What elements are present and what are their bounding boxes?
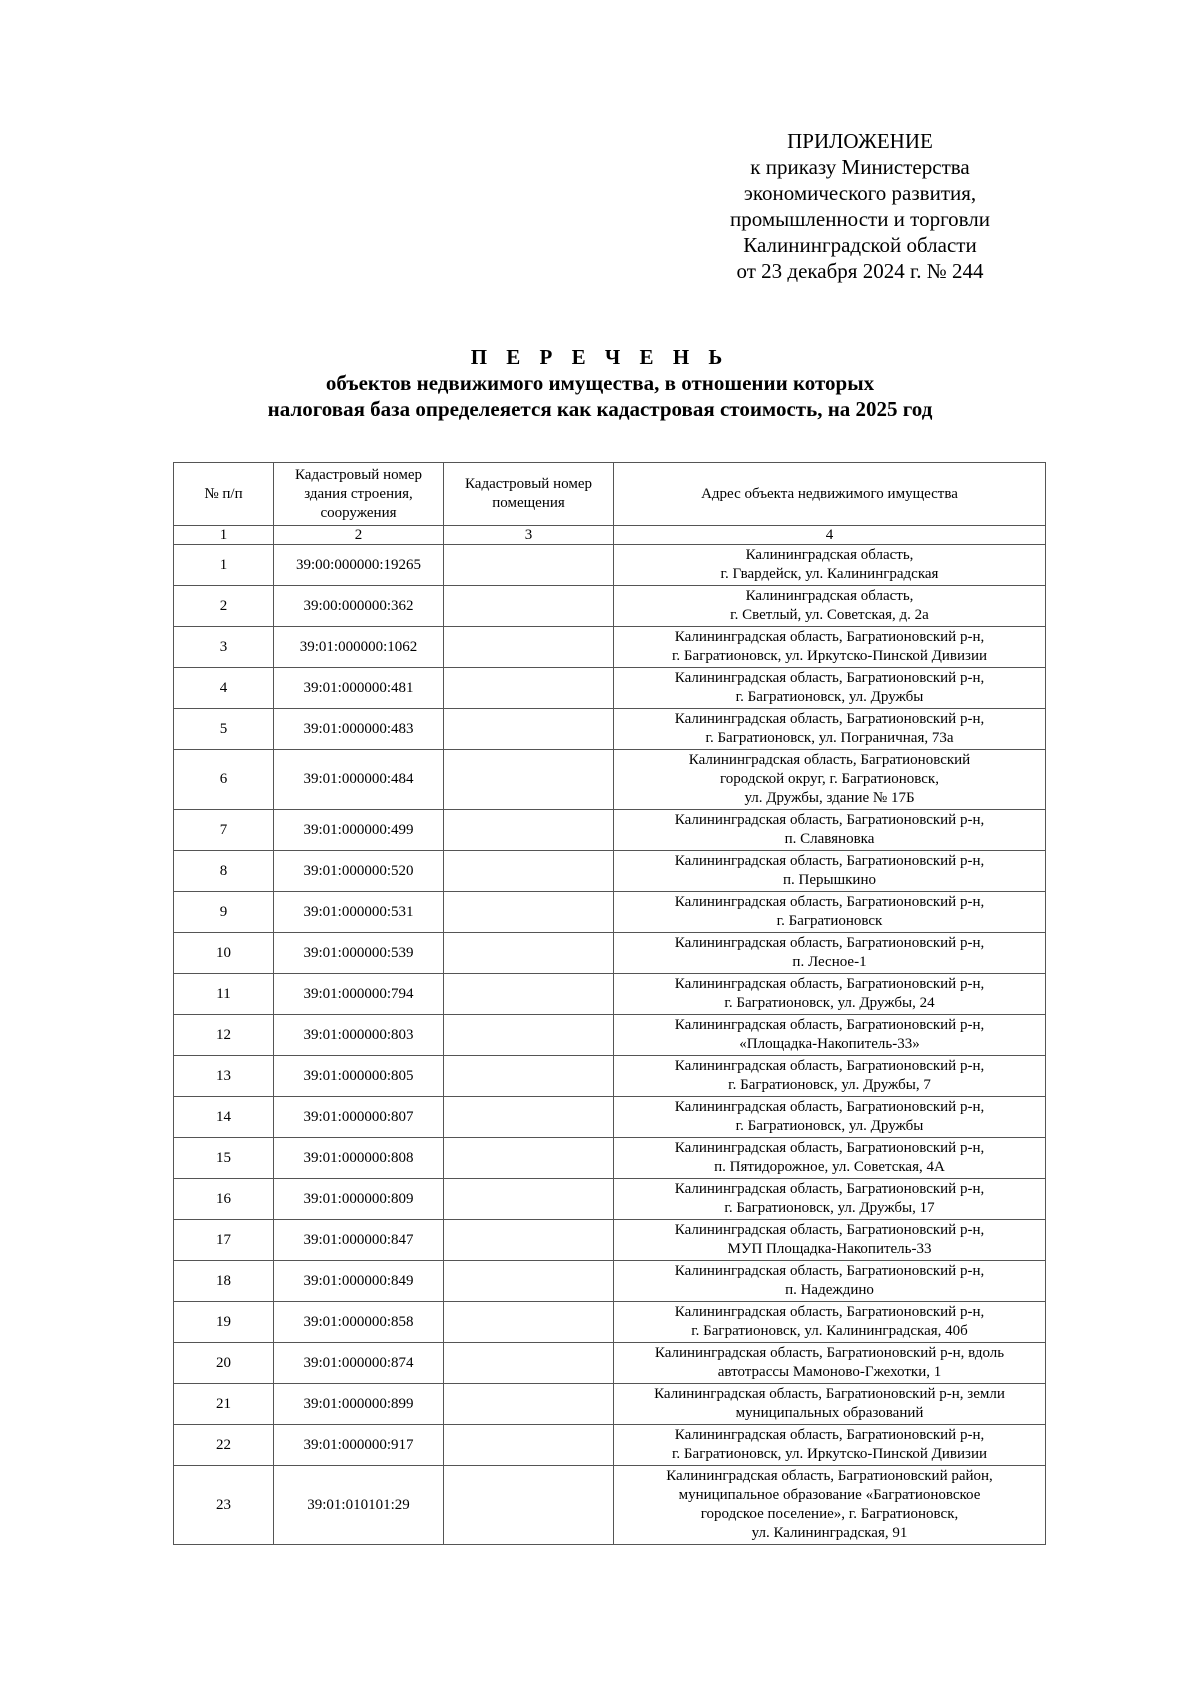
table-row [174, 1343, 1046, 1384]
building-cadastral: 39:01:000000:1062 [274, 627, 444, 668]
address: Калининградская область, Багратионовский р-н, земли муниципальных образований [614, 1384, 1046, 1425]
address: Калининградская область, Багратионовский р-н, г. Багратионовск, ул. Иркутско-Пинской Дивизии [614, 627, 1046, 668]
header-room-cadastral: Кадастровый номер помещения [444, 463, 614, 526]
room-cadastral [444, 1220, 614, 1261]
row-num: 10 [174, 933, 274, 974]
row-num: 18 [174, 1261, 274, 1302]
table-row [174, 810, 1046, 851]
building-cadastral: 39:01:000000:539 [274, 933, 444, 974]
row-num: 9 [174, 892, 274, 933]
row-num: 19 [174, 1302, 274, 1343]
room-cadastral [444, 1343, 614, 1384]
row-num: 8 [174, 851, 274, 892]
room-cadastral [444, 750, 614, 810]
table-row [174, 1097, 1046, 1138]
header-address: Адрес объекта недвижимого имущества [614, 463, 1046, 526]
row-num: 1 [174, 545, 274, 586]
row-num: 6 [174, 750, 274, 810]
building-cadastral: 39:01:000000:847 [274, 1220, 444, 1261]
table-row [174, 545, 1046, 586]
table-row [174, 1466, 1046, 1545]
address: Калининградская область, Багратионовский городской округ, г. Багратионовск, ул. Дружбы, здание № 17Б [614, 750, 1046, 810]
table-row [174, 1056, 1046, 1097]
row-num: 7 [174, 810, 274, 851]
appendix-line: Калининградской области [743, 233, 977, 257]
table-row [174, 627, 1046, 668]
table-row [174, 1179, 1046, 1220]
row-num: 20 [174, 1343, 274, 1384]
table-row [174, 709, 1046, 750]
room-cadastral [444, 892, 614, 933]
header-num: № п/п [174, 463, 274, 526]
row-num: 22 [174, 1425, 274, 1466]
table-row [174, 668, 1046, 709]
room-cadastral [444, 1138, 614, 1179]
table-row [174, 1220, 1046, 1261]
building-cadastral: 39:01:000000:808 [274, 1138, 444, 1179]
appendix-line: ПРИЛОЖЕНИЕ [787, 129, 933, 153]
building-cadastral: 39:01:000000:805 [274, 1056, 444, 1097]
appendix-line: промышленности и торговли [729, 207, 991, 231]
building-cadastral: 39:01:000000:803 [274, 1015, 444, 1056]
building-cadastral: 39:01:000000:809 [274, 1179, 444, 1220]
building-cadastral: 39:01:000000:807 [274, 1097, 444, 1138]
address: Калининградская область, Багратионовский р-н, г. Багратионовск, ул. Пограничная, 73а [614, 709, 1046, 750]
appendix-block [655, 128, 1065, 284]
address: Калининградская область, Багратионовский р-н, г. Багратионовск, ул. Дружбы, 7 [614, 1056, 1046, 1097]
row-num: 14 [174, 1097, 274, 1138]
row-num: 2 [174, 586, 274, 627]
room-cadastral [444, 1261, 614, 1302]
building-cadastral: 39:01:000000:849 [274, 1261, 444, 1302]
address: Калининградская область, Багратионовский р-н, вдоль автотрассы Мамоново-Гжехотки, 1 [614, 1343, 1046, 1384]
row-num: 17 [174, 1220, 274, 1261]
room-cadastral [444, 545, 614, 586]
room-cadastral [444, 709, 614, 750]
room-cadastral [444, 933, 614, 974]
row-num: 4 [174, 668, 274, 709]
row-num: 13 [174, 1056, 274, 1097]
table-row [174, 1015, 1046, 1056]
address: Калининградская область, Багратионовский р-н, п. Перышкино [614, 851, 1046, 892]
appendix-line: к приказу Министерства [750, 155, 970, 179]
table-row [174, 892, 1046, 933]
room-cadastral [444, 586, 614, 627]
room-cadastral [444, 1056, 614, 1097]
title-main: П Е Р Е Ч Е Н Ь [470, 345, 730, 369]
table-row [174, 933, 1046, 974]
row-num: 16 [174, 1179, 274, 1220]
row-num: 15 [174, 1138, 274, 1179]
address: Калининградская область, Багратионовский р-н, п. Славяновка [614, 810, 1046, 851]
building-cadastral: 39:01:000000:917 [274, 1425, 444, 1466]
address: Калининградская область, Багратионовский р-н, г. Багратионовск [614, 892, 1046, 933]
table-row [174, 1261, 1046, 1302]
address: Калининградская область, Багратионовский р-н, п. Пятидорожное, ул. Советская, 4А [614, 1138, 1046, 1179]
table-row [174, 1138, 1046, 1179]
building-cadastral: 39:01:000000:858 [274, 1302, 444, 1343]
building-cadastral: 39:01:000000:531 [274, 892, 444, 933]
address: Калининградская область, Багратионовский р-н, п. Надеждино [614, 1261, 1046, 1302]
column-number: 4 [614, 526, 1046, 545]
title-subtitle: налоговая база определеяется как кадастровая стоимость, на 2025 год [267, 397, 933, 421]
title-subtitle: объектов недвижимого имущества, в отношении которых [325, 371, 875, 395]
address: Калининградская область, Багратионовский р-н, п. Лесное-1 [614, 933, 1046, 974]
room-cadastral [444, 1466, 614, 1545]
document-title [0, 344, 1200, 422]
column-number: 1 [174, 526, 274, 545]
room-cadastral [444, 1425, 614, 1466]
address: Калининградская область, Багратионовский р-н, г. Багратионовск, ул. Дружбы [614, 1097, 1046, 1138]
room-cadastral [444, 851, 614, 892]
table-row [174, 1384, 1046, 1425]
table-row [174, 586, 1046, 627]
address: Калининградская область, г. Светлый, ул. Советская, д. 2а [614, 586, 1046, 627]
property-table [173, 462, 1046, 1545]
table-row [174, 1302, 1046, 1343]
address: Калининградская область, Багратионовский район, муниципальное образование «Багратионовское городское поселение», г. Багратионовск, ул. Калининградская, 91 [614, 1466, 1046, 1545]
appendix-line: экономического развития, [743, 181, 977, 205]
row-num: 12 [174, 1015, 274, 1056]
row-num: 23 [174, 1466, 274, 1545]
address: Калининградская область, Багратионовский р-н, г. Багратионовск, ул. Дружбы [614, 668, 1046, 709]
building-cadastral: 39:01:000000:899 [274, 1384, 444, 1425]
address: Калининградская область, Багратионовский р-н, г. Багратионовск, ул. Дружбы, 24 [614, 974, 1046, 1015]
header-building-cadastral: Кадастровый номер здания строения, сооружения [274, 463, 444, 526]
room-cadastral [444, 1302, 614, 1343]
building-cadastral: 39:01:000000:499 [274, 810, 444, 851]
building-cadastral: 39:01:000000:481 [274, 668, 444, 709]
building-cadastral: 39:01:000000:794 [274, 974, 444, 1015]
row-num: 11 [174, 974, 274, 1015]
room-cadastral [444, 1179, 614, 1220]
building-cadastral: 39:01:000000:483 [274, 709, 444, 750]
table-row [174, 1425, 1046, 1466]
appendix-line: от 23 декабря 2024 г. № 244 [736, 259, 984, 283]
table-row [174, 750, 1046, 810]
room-cadastral [444, 1384, 614, 1425]
address: Калининградская область, Багратионовский р-н, «Площадка-Накопитель-33» [614, 1015, 1046, 1056]
address: Калининградская область, Багратионовский р-н, г. Багратионовск, ул. Калининградская, 40б [614, 1302, 1046, 1343]
room-cadastral [444, 810, 614, 851]
table-row [174, 974, 1046, 1015]
row-num: 21 [174, 1384, 274, 1425]
building-cadastral: 39:00:000000:19265 [274, 545, 444, 586]
table-row [174, 851, 1046, 892]
room-cadastral [444, 668, 614, 709]
building-cadastral: 39:00:000000:362 [274, 586, 444, 627]
address: Калининградская область, Багратионовский р-н, МУП Площадка-Накопитель-33 [614, 1220, 1046, 1261]
address: Калининградская область, Багратионовский р-н, г. Багратионовск, ул. Дружбы, 17 [614, 1179, 1046, 1220]
building-cadastral: 39:01:010101:29 [274, 1466, 444, 1545]
row-num: 3 [174, 627, 274, 668]
column-number: 3 [444, 526, 614, 545]
row-num: 5 [174, 709, 274, 750]
address: Калининградская область, Багратионовский р-н, г. Багратионовск, ул. Иркутско-Пинской Дивизии [614, 1425, 1046, 1466]
column-number: 2 [274, 526, 444, 545]
address: Калининградская область, г. Гвардейск, ул. Калининградская [614, 545, 1046, 586]
room-cadastral [444, 1097, 614, 1138]
room-cadastral [444, 627, 614, 668]
building-cadastral: 39:01:000000:520 [274, 851, 444, 892]
building-cadastral: 39:01:000000:874 [274, 1343, 444, 1384]
building-cadastral: 39:01:000000:484 [274, 750, 444, 810]
room-cadastral [444, 974, 614, 1015]
room-cadastral [444, 1015, 614, 1056]
